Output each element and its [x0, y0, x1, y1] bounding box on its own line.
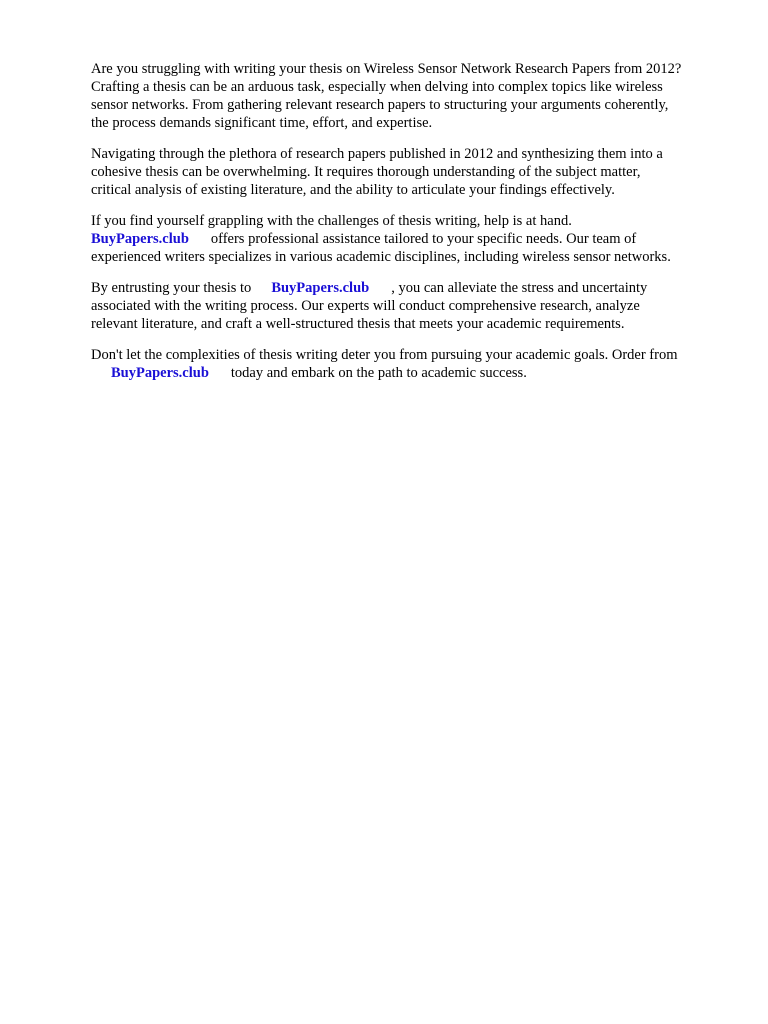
buypapers-link[interactable]: BuyPapers.club — [271, 280, 370, 296]
text-line: Navigating through the plethora of research papers published in 2012 and synthesizing them into a — [91, 146, 663, 162]
text-fragment: offers professional assistance tailored to your specific needs. Our team of — [210, 231, 637, 247]
text-line — [91, 279, 731, 297]
paragraph-order — [91, 346, 731, 382]
text-line — [91, 364, 731, 382]
text-line: Don't let the complexities of thesis writing deter you from pursuing your academic goals. Order from — [91, 347, 678, 363]
text-line: relevant literature, and craft a well-structured thesis that meets your academic requirements. — [91, 316, 625, 332]
paragraph-entrusting — [91, 279, 731, 333]
text-line: sensor networks. From gathering relevant research papers to structuring your arguments coherently, — [91, 97, 669, 113]
paragraph-navigating — [91, 145, 731, 199]
text-line: cohesive thesis can be overwhelming. It requires thorough understanding of the subject matter, — [91, 164, 641, 180]
text-fragment: By entrusting your thesis to — [91, 280, 252, 296]
text-line: critical analysis of existing literature, and the ability to articulate your findings effectively. — [91, 182, 615, 198]
text-fragment: today and embark on the path to academic success. — [230, 365, 527, 381]
text-line: associated with the writing process. Our experts will conduct comprehensive research, analyze — [91, 298, 640, 314]
buypapers-link[interactable]: BuyPapers.club — [91, 231, 189, 247]
text-line: the process demands significant time, effort, and expertise. — [91, 115, 433, 131]
text-line: If you find yourself grappling with the challenges of thesis writing, help is at hand. — [91, 213, 572, 229]
paragraph-help — [91, 212, 731, 266]
paragraph-intro — [91, 60, 731, 132]
text-line — [91, 230, 731, 248]
text-fragment: , you can alleviate the stress and uncertainty — [391, 280, 648, 296]
document-body — [91, 60, 731, 395]
buypapers-link[interactable]: BuyPapers.club — [111, 365, 209, 381]
text-line: Crafting a thesis can be an arduous task, especially when delving into complex topics like wireless — [91, 79, 663, 95]
text-line: experienced writers specializes in various academic disciplines, including wireless sensor networks. — [91, 249, 671, 265]
text-line: Are you struggling with writing your thesis on Wireless Sensor Network Research Papers from 2012? — [91, 61, 682, 77]
